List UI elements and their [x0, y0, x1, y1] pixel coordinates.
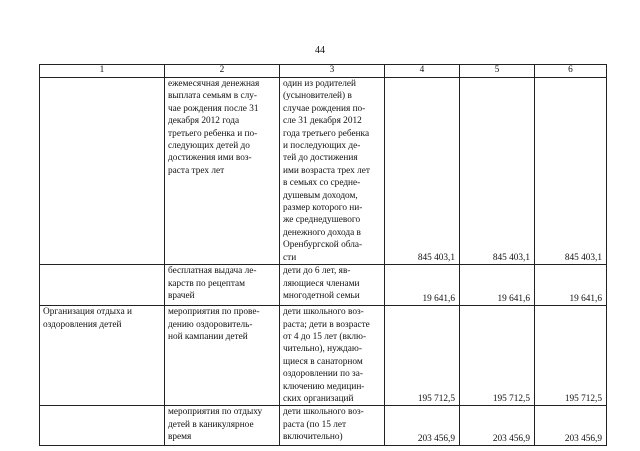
- table-header-row: [40, 65, 607, 78]
- recipient-cell: дети школьного воз- раста; дети в возрасте от 4 до 15 лет (вклю- чительно), нуждаю- щиеся в санаторном оздоровлении по за- ключению медицин- ских организаций: [280, 306, 385, 406]
- amount-cell-year1: 845 403,1: [385, 78, 460, 265]
- column-header-5: 5: [460, 65, 535, 78]
- area-cell: Организация отдыха и оздоровления детей: [40, 306, 165, 406]
- measure-cell: бесплатная выдача ле- карств по рецептам врачей: [165, 265, 280, 306]
- column-header-4: 4: [385, 65, 460, 78]
- table-row: [40, 406, 607, 446]
- amount-cell-year2: 203 456,9: [460, 406, 535, 446]
- table-row: [40, 78, 607, 265]
- amount-cell-year1: 19 641,6: [385, 265, 460, 306]
- amount-cell-year2: 845 403,1: [460, 78, 535, 265]
- column-header-6: 6: [535, 65, 607, 78]
- amount-cell-year1: 203 456,9: [385, 406, 460, 446]
- column-header-2: 2: [165, 65, 280, 78]
- page-number: 44: [315, 45, 325, 56]
- recipient-cell: дети до 6 лет, яв- ляющиеся членами многодетной семьи: [280, 265, 385, 306]
- recipient-cell: один из родителей (усыновителей) в случае рождения по- сле 31 декабря 2012 года третьего ребенка и последующих де- тей до достижения ими возраста трех лет в семьях со средне- душевым доходом, размер которого ни- же среднедушевого денежного дохода в Оренбургской обла- сти: [280, 78, 385, 265]
- amount-cell-year2: 19 641,6: [460, 265, 535, 306]
- amount-cell-year3: 19 641,6: [535, 265, 607, 306]
- amount-cell-year2: 195 712,5: [460, 306, 535, 406]
- amount-cell-year1: 195 712,5: [385, 306, 460, 406]
- measure-cell: мероприятия по отдыху детей в каникулярное время: [165, 406, 280, 446]
- benefits-table: [39, 64, 607, 446]
- column-header-1: 1: [40, 65, 165, 78]
- measure-cell: мероприятия по прове- дению оздоровитель- ной кампании детей: [165, 306, 280, 406]
- amount-cell-year3: 195 712,5: [535, 306, 607, 406]
- amount-cell-year3: 845 403,1: [535, 78, 607, 265]
- measure-cell: ежемесячная денежная выплата семьям в слу- чае рождения после 31 декабря 2012 года третьего ребенка и по- следующих детей до достижения ими воз- раста трех лет: [165, 78, 280, 265]
- area-cell: [40, 406, 165, 446]
- table-row: [40, 306, 607, 406]
- area-cell: [40, 265, 165, 306]
- amount-cell-year3: 203 456,9: [535, 406, 607, 446]
- column-header-3: 3: [280, 65, 385, 78]
- area-cell: [40, 78, 165, 265]
- recipient-cell: дети школьного воз- раста (по 15 лет включительно): [280, 406, 385, 446]
- table-row: [40, 265, 607, 306]
